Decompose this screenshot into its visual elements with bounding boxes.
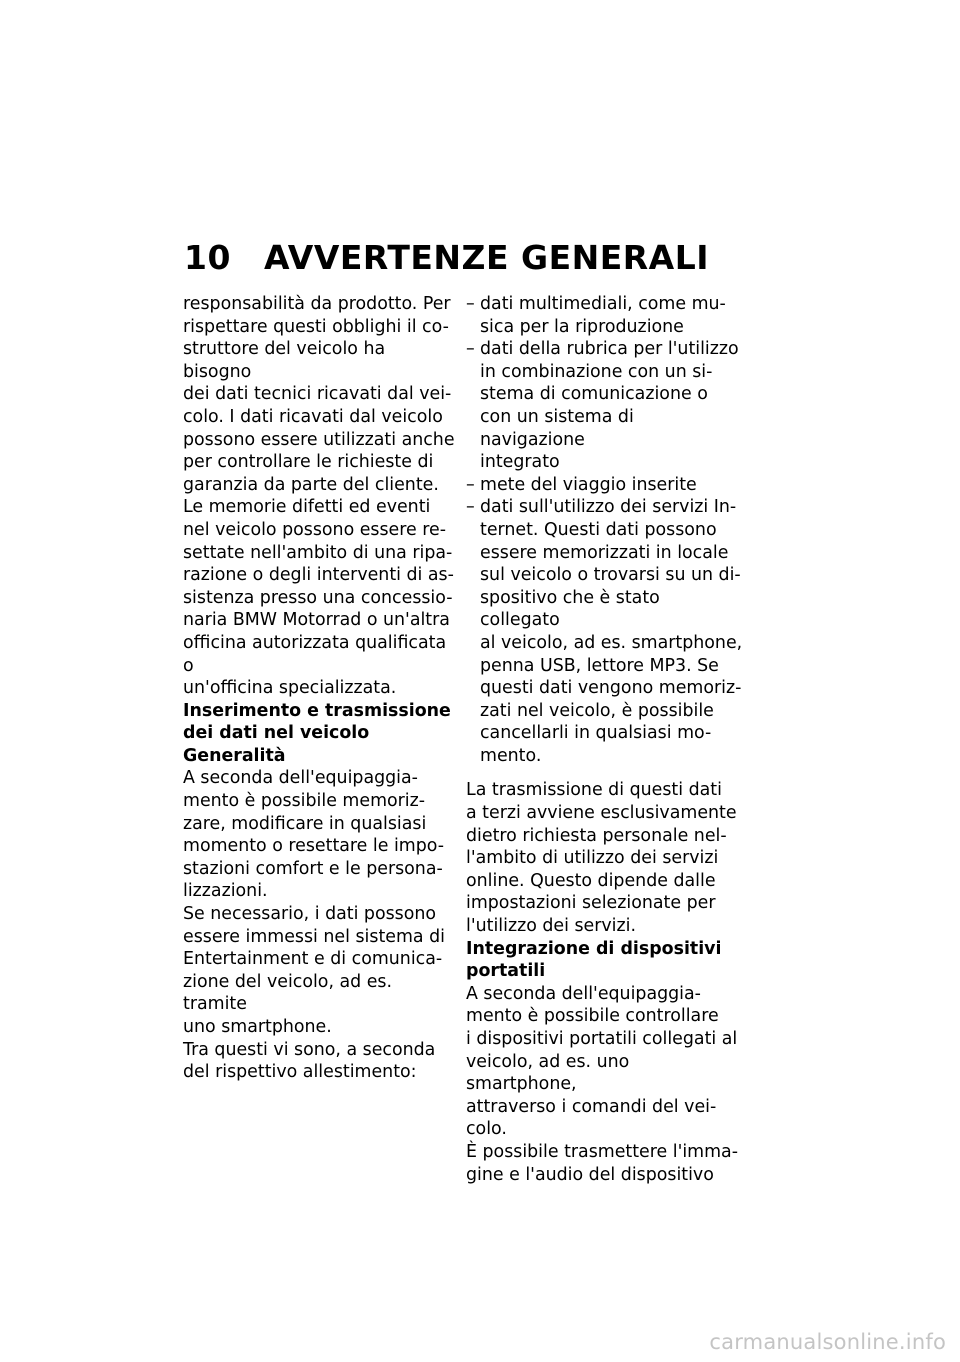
section-heading: Inserimento e trasmissione dei dati nel veicolo <box>183 700 451 744</box>
paragraph: A seconda dell'equipaggia- mento è possibile memoriz- zare, modificare in qualsiasi momento o resettare le impo- stazioni comfort e le persona- lizzazioni. <box>183 768 445 902</box>
paragraph: È possibile trasmettere l'imma- gine e l'audio del dispositivo <box>466 1141 738 1185</box>
paragraph: La trasmissione di questi dati a terzi avviene esclusivamente dietro richiesta personale nel- l'ambito di utilizzo dei servizi online. Questo dipende dalle impostazioni selezionate per l'utilizzo dei servizi. <box>466 780 737 937</box>
paragraph: responsabilità da prodotto. Per rispettare questi obblighi il co- struttore del veicolo ha bisogno dei dati tecnici ricavati dal vei- colo. I dati ricavati dal veicolo possono essere utilizzati anche per controllare le richieste di garanzia da parte del cliente. <box>183 294 455 495</box>
list-item-text: dati multimediali, come mu- sica per la riproduzione <box>480 294 726 337</box>
list-item <box>466 496 744 767</box>
list-item-text: mete del viaggio inserite <box>480 474 697 495</box>
watermark: carmanualsonline.info <box>709 1330 946 1354</box>
chapter-title: AVVERTENZE GENERALI <box>264 238 710 277</box>
right-column <box>466 293 744 1186</box>
bullet-dash: – <box>466 474 475 495</box>
bullet-dash: – <box>466 294 475 314</box>
paragraph: Tra questi vi sono, a seconda del rispettivo allestimento: <box>183 1039 436 1083</box>
bullet-dash: – <box>466 497 475 518</box>
list-item <box>466 338 744 474</box>
left-column <box>183 293 455 1084</box>
chapter-number: 10 <box>184 238 231 277</box>
list-item <box>466 293 744 338</box>
subsection-heading: Generalità <box>183 745 286 766</box>
list-item-text: dati della rubrica per l'utilizzo in combinazione con un si- stema di comunicazione o con un sistema di navigazione integrato <box>480 339 739 473</box>
paragraph: A seconda dell'equipaggia- mento è possibile controllare i dispositivi portatili collegati al veicolo, ad es. uno smartphone, attraverso i comandi del vei- colo. <box>466 983 738 1140</box>
list-item-text: dati sull'utilizzo dei servizi In- ternet. Questi dati possono essere memorizzati in locale sul veicolo o trovarsi su un di- spositivo che è stato collegato al veicolo, ad es. smartphone, penna USB, lettore MP3. Se questi dati vengono memoriz- zati nel veicolo, è possibile cancellarli in qualsiasi mo- mento. <box>480 497 743 766</box>
bullet-dash: – <box>466 339 475 360</box>
paragraph: Se necessario, i dati possono essere immessi nel sistema di Entertainment e di comunica- zione del veicolo, ad es. tramite uno smartphone. <box>183 904 445 1037</box>
chapter-header <box>184 238 709 277</box>
section-heading: Integrazione di dispositivi portatili <box>466 938 722 982</box>
list-item <box>466 474 744 497</box>
paragraph: Le memorie difetti ed eventi nel veicolo possono essere re- settate nell'ambito di una ripa- razione o degli interventi di as- sistenza presso una concessio- naria BMW Motorrad o un'altra officina autorizzata qualificata o un'officina specializzata. <box>183 497 454 699</box>
